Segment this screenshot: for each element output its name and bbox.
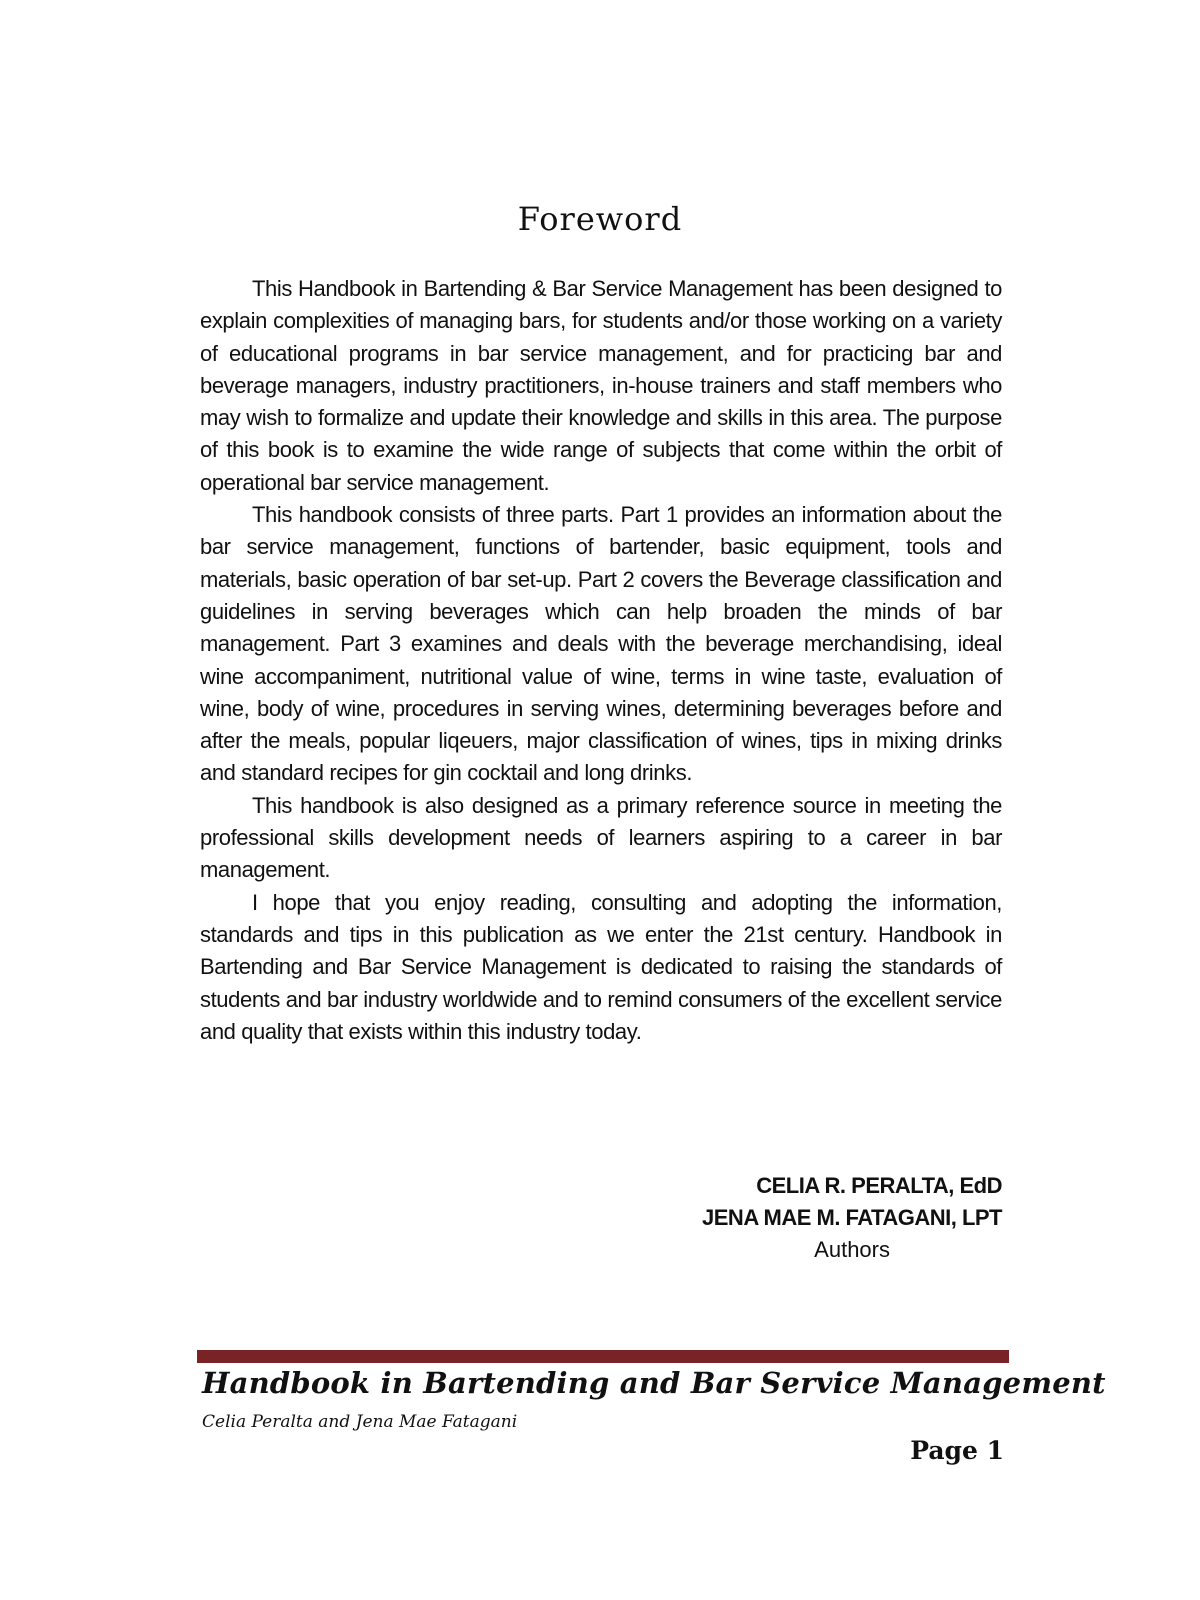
paragraph-reference: This handbook is also designed as a primary reference source in meeting the professional skills development needs of learners aspiring to a career in bar management.: [200, 792, 1002, 883]
paragraph-parts: This handbook consists of three parts. Part 1 provides an information about the bar service management, functions of bartender, basic equipment, tools and materials, basic operation of bar set-up. Part 2 covers the Beverage classification and guidelines in serving beverages which can help broaden the minds of bar management. Part 3 examines and deals with the beverage merchandising, ideal wine accompaniment, nutritional value of wine, terms in wine taste, evaluation of wine, body of wine, procedures in serving wines, determining beverages before and after the meals, popular liqeuers, major classification of wines, tips in mixing drinks and standard recipes for gin cocktail and long drinks.: [200, 502, 1002, 786]
footer-book-title: Handbook in Bartending and Bar Service Management: [202, 1366, 1106, 1400]
footer-divider-bar: [197, 1350, 1009, 1363]
foreword-body: [200, 273, 1002, 1048]
page-title: Foreword: [517, 200, 683, 238]
author-name-2: JENA MAE M. FATAGANI, LPT: [702, 1205, 1002, 1230]
page-number: Page 1: [910, 1436, 1004, 1465]
author-name-1: CELIA R. PERALTA, EdD: [756, 1173, 1002, 1198]
footer-authors: Celia Peralta and Jena Mae Fatagani: [202, 1412, 518, 1432]
paragraph-intro: This Handbook in Bartending & Bar Service Management has been designed to explain complexities of managing bars, for students and/or those working on a variety of educational programs in bar service management, and for practicing bar and beverage managers, industry practitioners, in-house trainers and staff members who may wish to formalize and update their knowledge and skills in this area. The purpose of this book is to examine the wide range of subjects that come within the orbit of operational bar service management.: [200, 276, 1002, 495]
signature-block: [702, 1170, 1002, 1266]
author-role: Authors: [814, 1237, 890, 1262]
paragraph-closing: I hope that you enjoy reading, consulting and adopting the information, standards and tips in this publication as we enter the 21st century. Handbook in Bartending and Bar Service Management is dedicated to raising the standards of students and bar industry worldwide and to remind consumers of the excellent service and quality that exists within this industry today.: [200, 889, 1002, 1044]
